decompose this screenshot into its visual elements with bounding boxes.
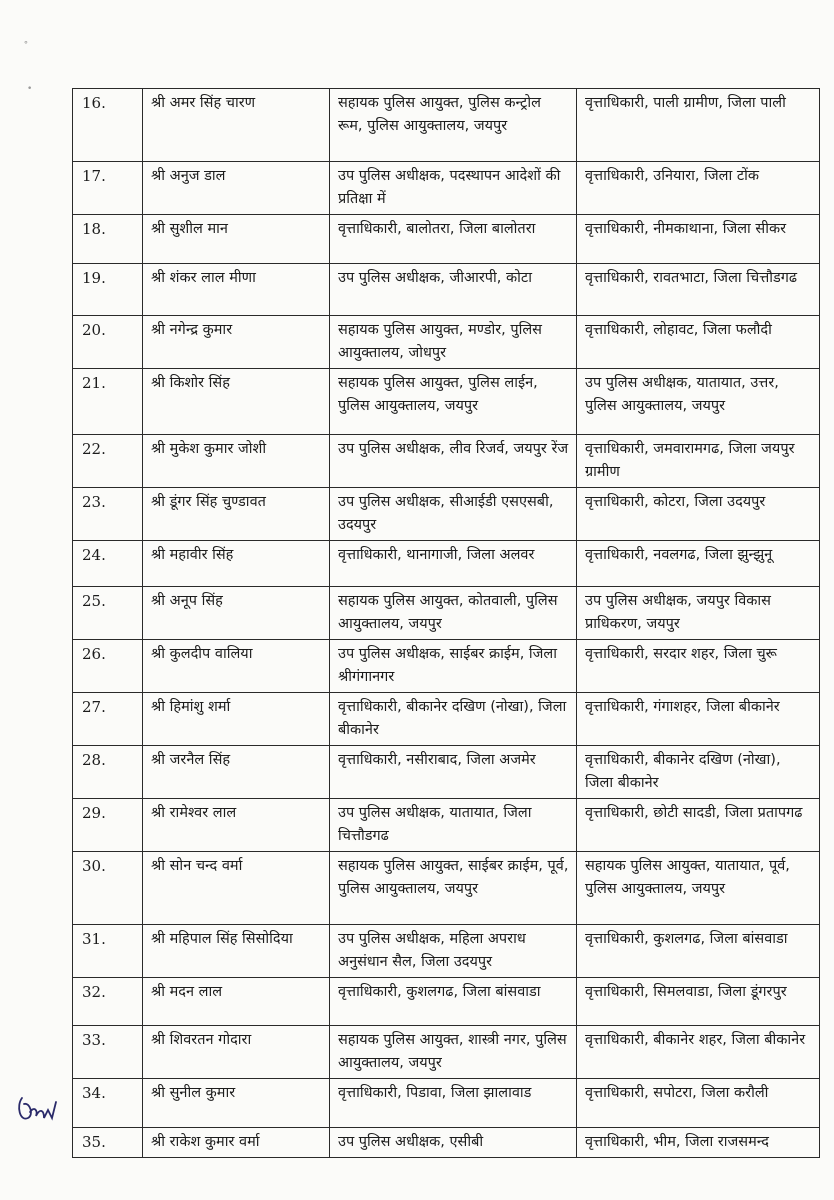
officer-name-cell: श्री शंकर लाल मीणा <box>143 264 330 316</box>
current-posting-cell: सहायक पुलिस आयुक्त, मण्डोर, पुलिस आयुक्तालय, जोधपुर <box>330 316 577 369</box>
current-posting-cell: वृत्ताधिकारी, कुशलगढ, जिला बांसवाडा <box>330 978 577 1026</box>
officer-name-cell: श्री मुकेश कुमार जोशी <box>143 435 330 488</box>
table-row <box>73 488 820 541</box>
transfer-table-body <box>73 89 820 1158</box>
serial-number-cell: 19. <box>73 264 143 316</box>
new-posting-cell: वृत्ताधिकारी, सिमलवाडा, जिला डूंगरपुर <box>577 978 820 1026</box>
new-posting-cell: उप पुलिस अधीक्षक, यातायात, उत्तर, पुलिस आयुक्तालय, जयपुर <box>577 369 820 435</box>
serial-number-cell: 32. <box>73 978 143 1026</box>
current-posting-cell: सहायक पुलिस आयुक्त, शास्त्री नगर, पुलिस आयुक्तालय, जयपुर <box>330 1026 577 1079</box>
table-row <box>73 435 820 488</box>
officer-name-cell: श्री सुशील मान <box>143 215 330 264</box>
table-row <box>73 799 820 852</box>
table-row <box>73 746 820 799</box>
current-posting-cell: उप पुलिस अधीक्षक, यातायात, जिला चित्तौडगढ <box>330 799 577 852</box>
current-posting-cell: वृत्ताधिकारी, बीकानेर दखिण (नोखा), जिला बीकानेर <box>330 693 577 746</box>
serial-number-cell: 17. <box>73 162 143 215</box>
new-posting-cell: वृत्ताधिकारी, पाली ग्रामीण, जिला पाली <box>577 89 820 162</box>
serial-number-cell: 25. <box>73 587 143 640</box>
new-posting-cell: वृत्ताधिकारी, बीकानेर दखिण (नोखा), जिला बीकानेर <box>577 746 820 799</box>
table-row <box>73 541 820 587</box>
current-posting-cell: उप पुलिस अधीक्षक, साईबर क्राईम, जिला श्रीगंगानगर <box>330 640 577 693</box>
serial-number-cell: 34. <box>73 1079 143 1128</box>
serial-number-cell: 22. <box>73 435 143 488</box>
serial-number-cell: 29. <box>73 799 143 852</box>
scan-mark: • <box>27 84 33 94</box>
current-posting-cell: वृत्ताधिकारी, थानागाजी, जिला अलवर <box>330 541 577 587</box>
table-row <box>73 1026 820 1079</box>
new-posting-cell: वृत्ताधिकारी, लोहावट, जिला फलौदी <box>577 316 820 369</box>
serial-number-cell: 21. <box>73 369 143 435</box>
officer-name-cell: श्री राकेश कुमार वर्मा <box>143 1128 330 1158</box>
table-row <box>73 162 820 215</box>
new-posting-cell: वृत्ताधिकारी, सपोटरा, जिला करौली <box>577 1079 820 1128</box>
officer-name-cell: श्री अमर सिंह चारण <box>143 89 330 162</box>
current-posting-cell: उप पुलिस अधीक्षक, लीव रिजर्व, जयपुर रेंज <box>330 435 577 488</box>
new-posting-cell: वृत्ताधिकारी, बीकानेर शहर, जिला बीकानेर <box>577 1026 820 1079</box>
new-posting-cell: वृत्ताधिकारी, सरदार शहर, जिला चुरू <box>577 640 820 693</box>
officer-name-cell: श्री कुलदीप वालिया <box>143 640 330 693</box>
new-posting-cell: वृत्ताधिकारी, नवलगढ, जिला झुन्झुनू <box>577 541 820 587</box>
serial-number-cell: 27. <box>73 693 143 746</box>
new-posting-cell: वृत्ताधिकारी, कोटरा, जिला उदयपुर <box>577 488 820 541</box>
current-posting-cell: वृत्ताधिकारी, बालोतरा, जिला बालोतरा <box>330 215 577 264</box>
officer-name-cell: श्री जरनैल सिंह <box>143 746 330 799</box>
serial-number-cell: 20. <box>73 316 143 369</box>
serial-number-cell: 18. <box>73 215 143 264</box>
current-posting-cell: सहायक पुलिस आयुक्त, साईबर क्राईम, पूर्व, पुलिस आयुक्तालय, जयपुर <box>330 852 577 925</box>
current-posting-cell: वृत्ताधिकारी, पिडावा, जिला झालावाड <box>330 1079 577 1128</box>
serial-number-cell: 35. <box>73 1128 143 1158</box>
officer-name-cell: श्री रामेश्वर लाल <box>143 799 330 852</box>
table-row <box>73 316 820 369</box>
officer-name-cell: श्री सुनील कुमार <box>143 1079 330 1128</box>
new-posting-cell: वृत्ताधिकारी, छोटी सादडी, जिला प्रतापगढ <box>577 799 820 852</box>
current-posting-cell: सहायक पुलिस आयुक्त, कोतवाली, पुलिस आयुक्तालय, जयपुर <box>330 587 577 640</box>
serial-number-cell: 24. <box>73 541 143 587</box>
table-row <box>73 1079 820 1128</box>
table-row <box>73 925 820 978</box>
new-posting-cell: वृत्ताधिकारी, कुशलगढ, जिला बांसवाडा <box>577 925 820 978</box>
table-row <box>73 978 820 1026</box>
current-posting-cell: उप पुलिस अधीक्षक, एसीबी <box>330 1128 577 1158</box>
table-row <box>73 264 820 316</box>
new-posting-cell: वृत्ताधिकारी, रावतभाटा, जिला चित्तौडगढ <box>577 264 820 316</box>
serial-number-cell: 33. <box>73 1026 143 1079</box>
handwritten-initials <box>14 1088 70 1128</box>
table-row <box>73 215 820 264</box>
officer-name-cell: श्री अनूप सिंह <box>143 587 330 640</box>
current-posting-cell: उप पुलिस अधीक्षक, पदस्थापन आदेशों की प्रतिक्षा में <box>330 162 577 215</box>
serial-number-cell: 16. <box>73 89 143 162</box>
table-row <box>73 89 820 162</box>
scan-mark: ॰ <box>24 39 28 49</box>
current-posting-cell: उप पुलिस अधीक्षक, सीआईडी एसएसबी, उदयपुर <box>330 488 577 541</box>
table-row <box>73 640 820 693</box>
table-row <box>73 852 820 925</box>
current-posting-cell: सहायक पुलिस आयुक्त, पुलिस कन्ट्रोल रूम, पुलिस आयुक्तालय, जयपुर <box>330 89 577 162</box>
officer-name-cell: श्री नगेन्द्र कुमार <box>143 316 330 369</box>
current-posting-cell: उप पुलिस अधीक्षक, महिला अपराध अनुसंधान सैल, जिला उदयपुर <box>330 925 577 978</box>
officer-name-cell: श्री अनुज डाल <box>143 162 330 215</box>
new-posting-cell: वृत्ताधिकारी, गंगाशहर, जिला बीकानेर <box>577 693 820 746</box>
serial-number-cell: 26. <box>73 640 143 693</box>
officer-name-cell: श्री डूंगर सिंह चुण्डावत <box>143 488 330 541</box>
new-posting-cell: उप पुलिस अधीक्षक, जयपुर विकास प्राधिकरण, जयपुर <box>577 587 820 640</box>
officer-name-cell: श्री महिपाल सिंह सिसोदिया <box>143 925 330 978</box>
officer-name-cell: श्री सोन चन्द वर्मा <box>143 852 330 925</box>
new-posting-cell: वृत्ताधिकारी, नीमकाथाना, जिला सीकर <box>577 215 820 264</box>
officer-name-cell: श्री मदन लाल <box>143 978 330 1026</box>
officer-name-cell: श्री हिमांशु शर्मा <box>143 693 330 746</box>
serial-number-cell: 30. <box>73 852 143 925</box>
current-posting-cell: सहायक पुलिस आयुक्त, पुलिस लाईन, पुलिस आयुक्तालय, जयपुर <box>330 369 577 435</box>
current-posting-cell: वृत्ताधिकारी, नसीराबाद, जिला अजमेर <box>330 746 577 799</box>
table-row <box>73 693 820 746</box>
officer-name-cell: श्री महावीर सिंह <box>143 541 330 587</box>
serial-number-cell: 31. <box>73 925 143 978</box>
officer-name-cell: श्री शिवरतन गोदारा <box>143 1026 330 1079</box>
table-row <box>73 1128 820 1158</box>
transfer-table <box>72 88 820 1158</box>
officer-name-cell: श्री किशोर सिंह <box>143 369 330 435</box>
serial-number-cell: 28. <box>73 746 143 799</box>
serial-number-cell: 23. <box>73 488 143 541</box>
new-posting-cell: वृत्ताधिकारी, भीम, जिला राजसमन्द <box>577 1128 820 1158</box>
new-posting-cell: वृत्ताधिकारी, उनियारा, जिला टोंक <box>577 162 820 215</box>
current-posting-cell: उप पुलिस अधीक्षक, जीआरपी, कोटा <box>330 264 577 316</box>
table-row <box>73 369 820 435</box>
new-posting-cell: सहायक पुलिस आयुक्त, यातायात, पूर्व, पुलिस आयुक्तालय, जयपुर <box>577 852 820 925</box>
table-row <box>73 587 820 640</box>
new-posting-cell: वृत्ताधिकारी, जमवारामगढ, जिला जयपुर ग्रामीण <box>577 435 820 488</box>
